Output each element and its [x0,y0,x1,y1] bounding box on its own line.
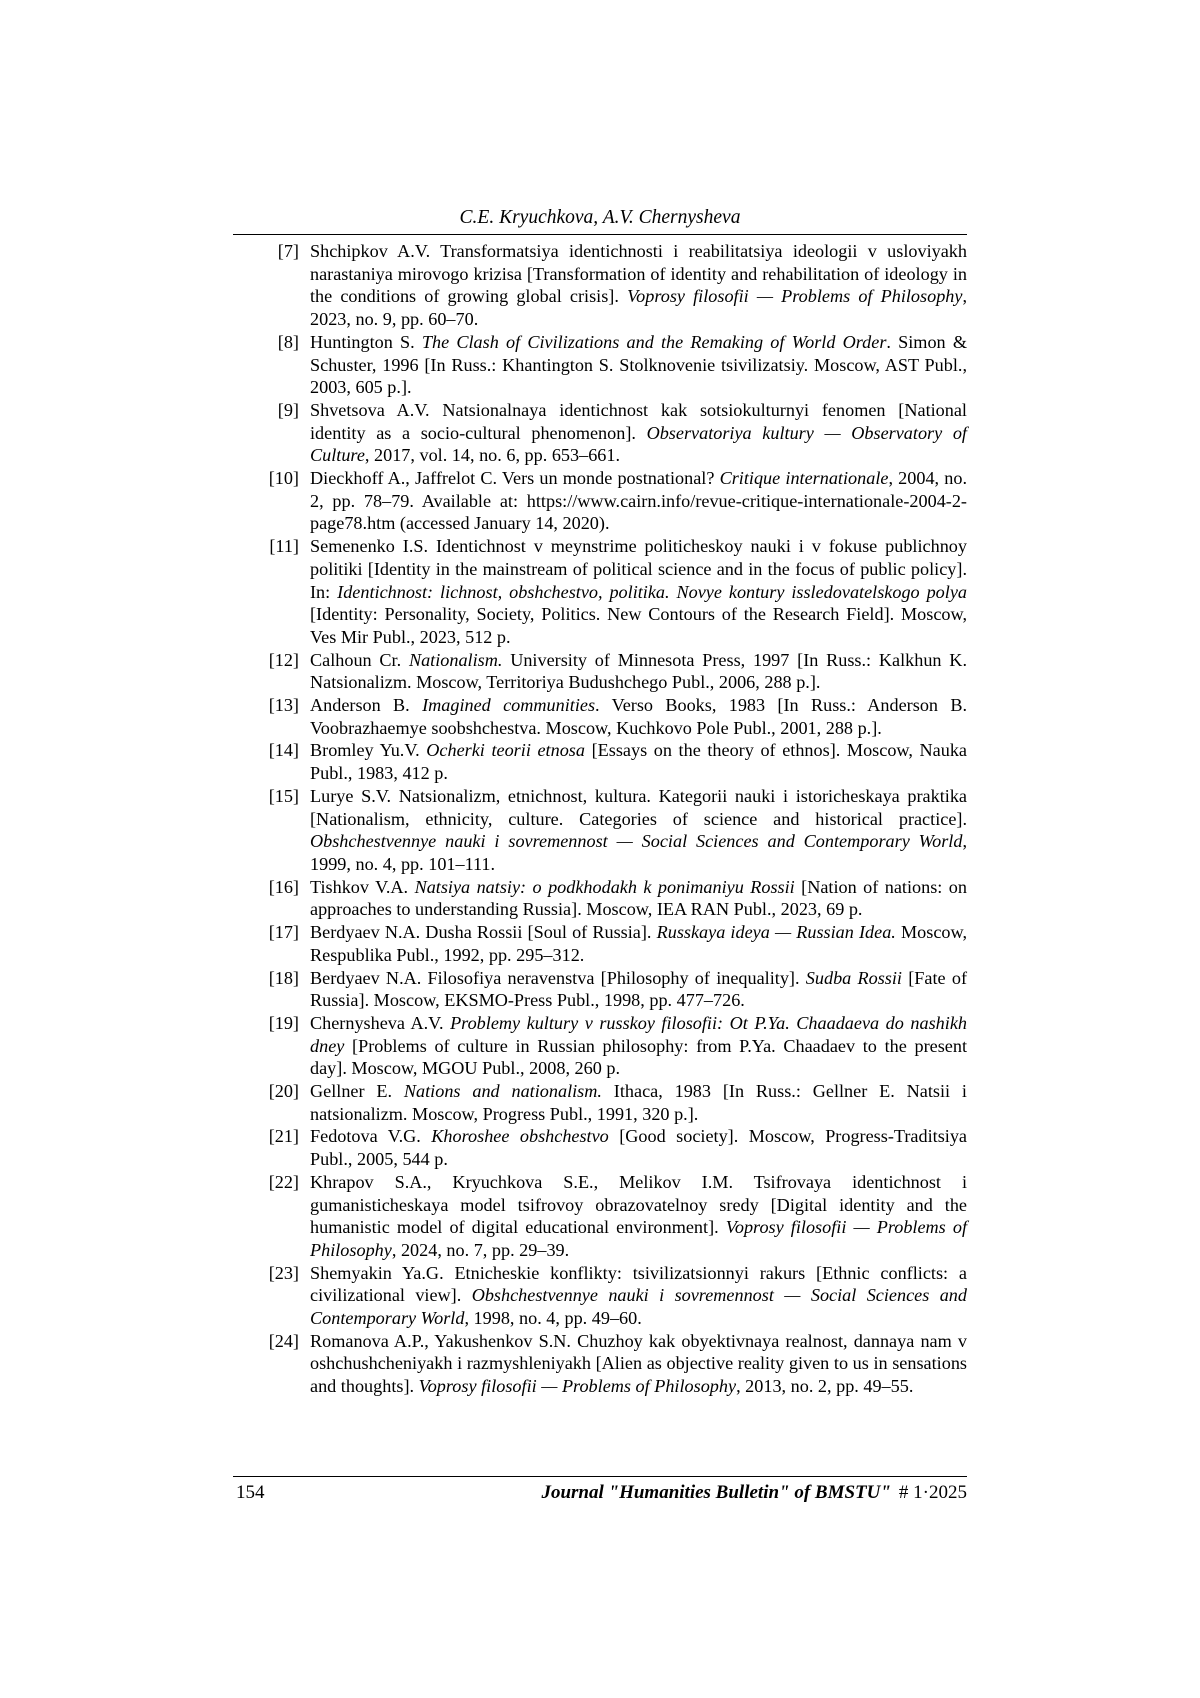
reference-source-title: Problemy kultury v russkoy filosofii: Ot P.Ya. Chaadaeva do nashikh dney [310,1012,967,1056]
reference-number: [11] [269,536,299,557]
reference-text [310,922,967,965]
reference-text [310,332,967,397]
reference-text [310,1172,967,1260]
reference-text [310,968,967,1011]
journal-footer [541,1481,967,1505]
reference-item [233,785,967,876]
reference-source-title: Nationalism. [408,649,503,670]
reference-item [233,1012,967,1080]
journal-name: Journal "Humanities Bulletin" of BMSTU" [541,1482,891,1503]
reference-text-segment: . Simon & Schuster, 1996 [In Russ.: Khantington S. Stolknovenie tsivilizatsiy. Moscow, AST Publ., 2003, 605 p.]. [310,331,967,398]
reference-source-title: Nations and nationalism. [403,1081,602,1102]
reference-text-segment: Shchipkov A.V. Transformatsiya identichnosti i reabilitatsiya ideologii v usloviyakh narastaniya mirovogo krizisa [Transformation of identity and rehabilitation of ideology in the conditions of growing global crisis]. [310,241,967,307]
reference-source-title: The Clash of Civilizations and the Remaking of World Order [421,331,887,352]
reference-source-title: Voprosy filosofii — Problems of Philosophy [627,286,963,307]
reference-text-segment: [Good society]. Moscow, Progress-Traditsiya Publ., 2005, 544 p. [310,1126,967,1170]
reference-text [310,536,967,647]
reference-number: [21] [268,1126,299,1147]
reference-text-segment: . Verso Books, 1983 [In Russ.: Anderson B. Voobrazhaemye soobshchestva. Moscow, Kuchkovo Pole Publ., 2001, 288 p.]. [310,695,968,738]
reference-number: [14] [268,740,299,761]
reference-text-segment: , 2013, no. 2, pp. 49–55. [736,1376,914,1397]
reference-text-segment: Shvetsova A.V. Natsionalnaya identichnost kak sotsiokulturnyi fenomen [National identity as a socio-cultural phenomenon]. [310,399,967,443]
reference-text-segment: [Identity: Personality, Society, Politics. New Contours of the Research Field]. Moscow, Ves Mir Publ., 2023, 512 p. [310,604,967,647]
reference-source-title: Voprosy filosofii — Problems of Philosophy [418,1376,737,1397]
reference-number: [17] [268,922,299,943]
reference-item [233,240,967,331]
reference-item [233,467,967,535]
reference-text-segment: Lurye S.V. Natsionalizm, etnichnost, kultura. Kategorii nauki i istoricheskaya praktika [Nationalism, ethnicity, culture. Categories of science and historical practice]. [310,785,967,829]
reference-number: [15] [268,785,299,806]
reference-number: [24] [268,1330,299,1351]
reference-text-segment: Gellner E. [310,1081,404,1102]
reference-text-segment: [Nation of nations: on approaches to understanding Russia]. Moscow, IEA RAN Publ., 2023, 69 p. [310,876,967,920]
reference-text [310,468,967,533]
reference-number: [9] [277,399,299,420]
reference-text-segment: Tishkov V.A. [310,876,415,897]
reference-text-segment: University of Minnesota Press, 1997 [In Russ.: Kalkhun K. Natsionalizm. Moscow, Territoriya Budushchego Publ., 2006, 288 p.]. [310,649,967,693]
reference-text-segment: Khrapov S.A., Kryuchkova S.E., Melikov I.M. Tsifrovaya identichnost i gumanisticheskaya model tsifrovoy obrazovatelnoy sredy [Digital identity and the humanistic model of digital educational environment]. [310,1171,967,1238]
issue-number: # 1·2025 [898,1482,967,1503]
reference-text [310,740,967,783]
reference-text [310,877,967,920]
reference-source-title: Imagined communities [422,695,596,716]
reference-text [310,650,967,693]
reference-source-title: Ocherki teorii etnosa [426,740,585,761]
reference-item [233,1330,967,1398]
reference-text-segment: Shemyakin Ya.G. Etnicheskie konflikty: tsivilizatsionnyi rakurs [Ethnic conflicts: a civilizational view]. [310,1262,967,1306]
reference-list [233,240,967,1398]
reference-text-segment: Anderson B. [310,695,423,716]
reference-number: [16] [268,876,299,897]
reference-item [233,1171,967,1262]
reference-text-segment: Fedotova V.G. [310,1126,432,1147]
reference-item [233,535,967,649]
reference-item [233,1080,967,1125]
reference-item [233,876,967,921]
reference-source-title: Obshchestvennye nauki i sovremennost — Social Sciences and Contemporary World [310,831,963,852]
reference-text-segment: Chernysheva A.V. [310,1012,451,1033]
reference-text [310,1331,967,1396]
reference-source-title: Obshchestvennye nauki i sovremennost — Social Sciences and Contemporary World [310,1285,967,1329]
reference-number: [19] [268,1012,299,1033]
reference-text-segment: Huntington S. [310,331,422,352]
reference-number: [23] [268,1262,299,1283]
reference-source-title: Russkaya ideya — Russian Idea. [656,922,896,943]
reference-text [310,695,967,738]
reference-text-segment: Bromley Yu.V. [310,740,427,761]
reference-source-title: Identichnost: lichnost, obshchestvo, politika. Novye kontury issledovatelskogo polya [337,581,967,602]
reference-text-segment: Moscow, Respublika Publ., 1992, pp. 295–312. [310,922,967,965]
reference-text-segment: Ithaca, 1983 [In Russ.: Gellner E. Natsii i natsionalizm. Moscow, Progress Publ., 1991, 320 p.]. [310,1081,967,1124]
reference-text-segment: , 2024, no. 7, pp. 29–39. [391,1239,570,1260]
reference-number: [22] [268,1171,299,1192]
header-rule [233,234,967,235]
reference-source-title: Critique internationale [719,468,889,489]
reference-text-segment: [Essays on the theory of ethnos]. Moscow, Nauka Publ., 1983, 412 p. [310,740,967,784]
reference-item [233,399,967,467]
reference-text-segment: Calhoun Cr. [310,649,409,670]
reference-item [233,331,967,399]
reference-text [310,786,967,874]
reference-text [310,400,967,465]
reference-text-segment: , 2004, no. 2, pp. 78–79. Available at: https://www.cairn.info/revue-critique-internationale-2004-2-page78.htm (accessed January 14, 2020). [310,468,967,534]
reference-number: [18] [268,967,299,988]
reference-number: [13] [268,695,299,716]
reference-item [233,967,967,1012]
reference-item [233,694,967,739]
reference-number: [12] [268,649,299,670]
running-head-authors: C.E. Kryuchkova, A.V. Chernysheva [459,207,741,228]
reference-number: [7] [277,241,299,261]
reference-text-segment: Semenenko I.S. Identichnost v meynstrime politicheskoy nauki i v fokuse publichnoy politiki [Identity in the mainstream of political science and in the focus of public policy]. In: [310,536,967,602]
reference-source-title: Natsiya natsiy: o podkhodakh k ponimaniyu Rossii [414,876,795,897]
reference-text [310,241,967,329]
reference-number: [8] [277,331,299,352]
reference-item [233,739,967,784]
reference-text-segment: Dieckhoff A., Jaffrelot C. Vers un monde postnational? [310,468,720,489]
reference-text [310,1263,967,1328]
page-number: 154 [236,1482,265,1503]
reference-item [233,1262,967,1330]
reference-text [310,1013,967,1078]
reference-text-segment: [Fate of Russia]. Moscow, EKSMO-Press Publ., 1998, pp. 477–726. [310,967,967,1011]
footer-rule [233,1476,967,1477]
reference-text [310,1126,967,1169]
reference-text-segment: Romanova A.P., Yakushenkov S.N. Chuzhoy kak obyektivnaya realnost, dannaya nam v oshchushcheniyakh i razmyshleniyakh [Alien as objective reality given to us in sensations and thoughts]. [310,1330,967,1397]
reference-source-title: Khoroshee obshchestvo [431,1126,609,1147]
reference-item [233,649,967,694]
reference-source-title: Voprosy filosofii — Problems of Philosophy [310,1217,967,1260]
reference-item [233,921,967,966]
reference-item [233,1125,967,1170]
reference-text-segment: , 1999, no. 4, pp. 101–111. [310,831,967,874]
reference-text [310,1081,967,1124]
reference-number: [20] [268,1081,299,1102]
reference-source-title: Sudba Rossii [805,967,902,988]
reference-text-segment: , 2023, no. 9, pp. 60–70. [310,286,967,330]
reference-source-title: Observatoriya kultury — Observatory of Culture [310,422,967,466]
reference-text-segment: Berdyaev N.A. Filosofiya neravenstva [Philosophy of inequality]. [310,967,806,988]
reference-text-segment: Berdyaev N.A. Dusha Rossii [Soul of Russia]. [310,922,657,943]
reference-text-segment: , 2017, vol. 14, no. 6, pp. 653–661. [364,445,621,466]
reference-number: [10] [268,468,299,489]
reference-text-segment: [Problems of culture in Russian philosophy: from P.Ya. Chaadaev to the present day]. Moscow, MGOU Publ., 2008, 260 p. [310,1035,967,1079]
reference-text-segment: , 1998, no. 4, pp. 49–60. [464,1308,642,1329]
